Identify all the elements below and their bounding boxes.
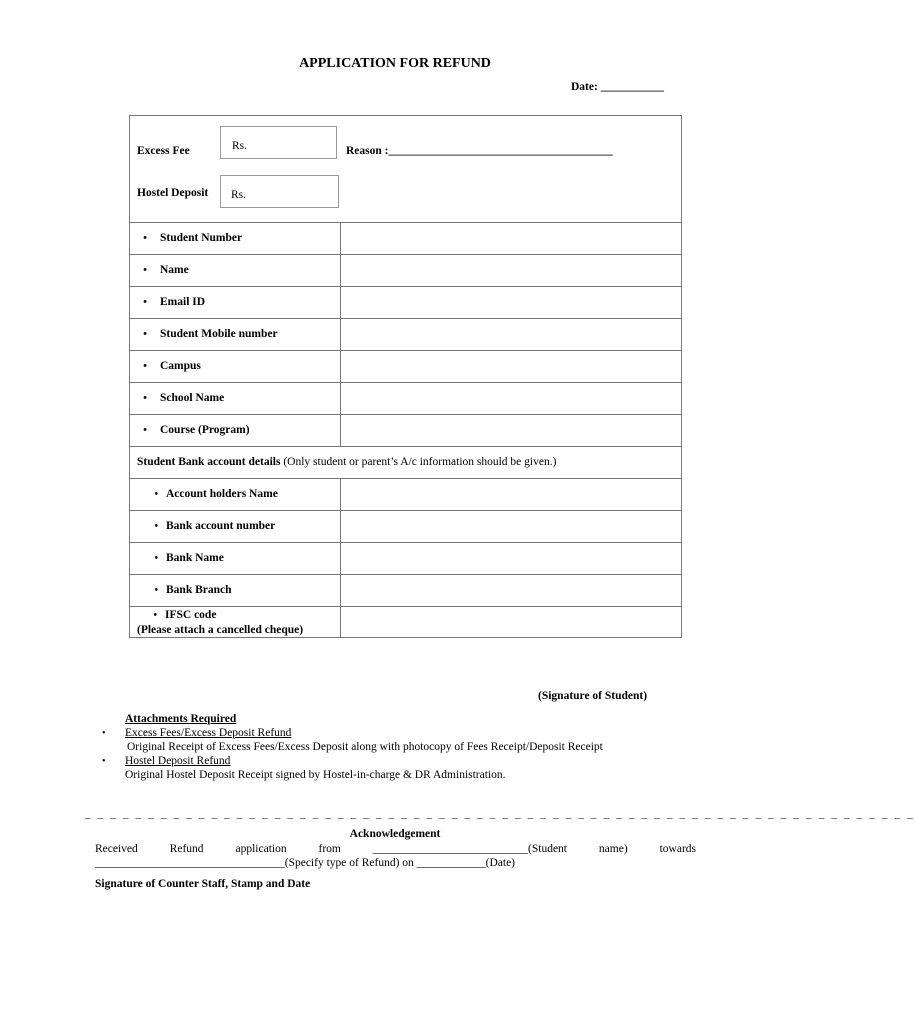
bullet-icon: • <box>154 584 158 596</box>
account-number-row <box>130 510 340 542</box>
email-row <box>130 286 340 318</box>
bullet-icon: • <box>154 552 158 564</box>
field-label: IFSC code <box>165 609 217 621</box>
acknowledgement-line-1: Received Refund application from ___________________________(Student name) towards <box>95 843 696 855</box>
student-signature-label: (Signature of Student) <box>538 690 648 702</box>
attachments-heading: Attachments Required <box>125 713 237 725</box>
acknowledgement-line-2: _________________________________(Specify type of Refund) on ____________(Date) <box>95 857 516 869</box>
ifsc-input[interactable] <box>341 607 681 637</box>
field-label: Student Mobile number <box>160 328 278 340</box>
excess-fee-input[interactable]: Rs. <box>220 126 337 159</box>
cut-line-divider: _ _ _ _ _ _ _ _ _ _ _ _ _ _ _ _ _ _ _ _ _ _ _ _ _ _ _ _ _ _ _ _ _ _ _ _ _ _ _ _ _ _ _ _ _ _ _ _ _ _ _ _ _ _ _ _ _ _ _ _ _ _ _ _ _ _ <box>85 808 915 820</box>
excess-fee-label: Excess Fee <box>137 145 190 157</box>
attachment-title: Hostel Deposit Refund <box>125 755 231 767</box>
school-input[interactable] <box>341 383 681 414</box>
account-number-input[interactable] <box>341 511 681 542</box>
bullet-icon: • <box>143 424 147 436</box>
field-label: Campus <box>160 360 201 372</box>
hostel-deposit-input[interactable]: Rs. <box>220 175 339 208</box>
field-label: Account holders Name <box>166 488 278 500</box>
mobile-input[interactable] <box>341 319 681 350</box>
hostel-deposit-label: Hostel Deposit <box>137 187 209 199</box>
campus-input[interactable] <box>341 351 681 382</box>
bullet-icon: • <box>102 756 106 767</box>
course-input[interactable] <box>341 415 681 446</box>
account-holder-row <box>130 478 340 510</box>
page-title: APPLICATION FOR REFUND <box>299 56 491 71</box>
attachment-desc: Original Receipt of Excess Fees/Excess Deposit along with photocopy of Fees Receipt/Deposit Receipt <box>127 741 603 753</box>
field-label: Bank Name <box>166 552 224 564</box>
bank-name-input[interactable] <box>341 543 681 574</box>
bullet-icon: • <box>154 520 158 532</box>
bank-name-row <box>130 542 340 574</box>
bullet-icon: • <box>143 264 147 276</box>
bullet-icon: • <box>143 232 147 244</box>
field-label: School Name <box>160 392 225 404</box>
account-holder-input[interactable] <box>341 479 681 510</box>
bank-details-heading <box>137 456 556 468</box>
field-label: Course (Program) <box>160 424 250 436</box>
email-input[interactable] <box>341 287 681 318</box>
acknowledgement-title: Acknowledgement <box>349 828 441 840</box>
bullet-icon: • <box>153 610 157 621</box>
bank-branch-row <box>130 574 340 606</box>
field-label: Name <box>160 264 189 276</box>
mobile-row <box>130 318 340 350</box>
bank-heading-bold: Student Bank account details <box>137 456 281 468</box>
school-row <box>130 382 340 414</box>
student-number-input[interactable] <box>341 223 681 254</box>
date-field[interactable]: Date: ___________ <box>571 81 664 93</box>
name-input[interactable] <box>341 255 681 286</box>
bullet-icon: • <box>143 360 147 372</box>
attachment-desc: Original Hostel Deposit Receipt signed by Hostel-in-charge & DR Administration. <box>125 769 506 781</box>
bullet-icon: • <box>143 392 147 404</box>
bullet-icon: • <box>143 296 147 308</box>
bank-heading-note: (Only student or parent’s A/c information should be given.) <box>280 456 557 468</box>
course-row <box>130 414 340 446</box>
ifsc-note: (Please attach a cancelled cheque) <box>137 624 304 636</box>
attachment-title: Excess Fees/Excess Deposit Refund <box>125 727 292 739</box>
field-label: Student Number <box>160 232 243 244</box>
student-number-row <box>130 222 340 254</box>
name-row <box>130 254 340 286</box>
ifsc-row <box>137 608 303 638</box>
field-label: Email ID <box>160 296 206 308</box>
field-label: Bank Branch <box>166 584 232 596</box>
reason-field[interactable]: Reason :_______________________________________ <box>346 145 613 157</box>
bank-branch-input[interactable] <box>341 575 681 606</box>
bullet-icon: • <box>102 728 106 739</box>
table-rule <box>130 446 682 447</box>
bullet-icon: • <box>143 328 147 340</box>
field-label: Bank account number <box>166 520 276 532</box>
campus-row <box>130 350 340 382</box>
counter-signature-label: Signature of Counter Staff, Stamp and Date <box>95 878 311 890</box>
bullet-icon: • <box>154 488 158 500</box>
